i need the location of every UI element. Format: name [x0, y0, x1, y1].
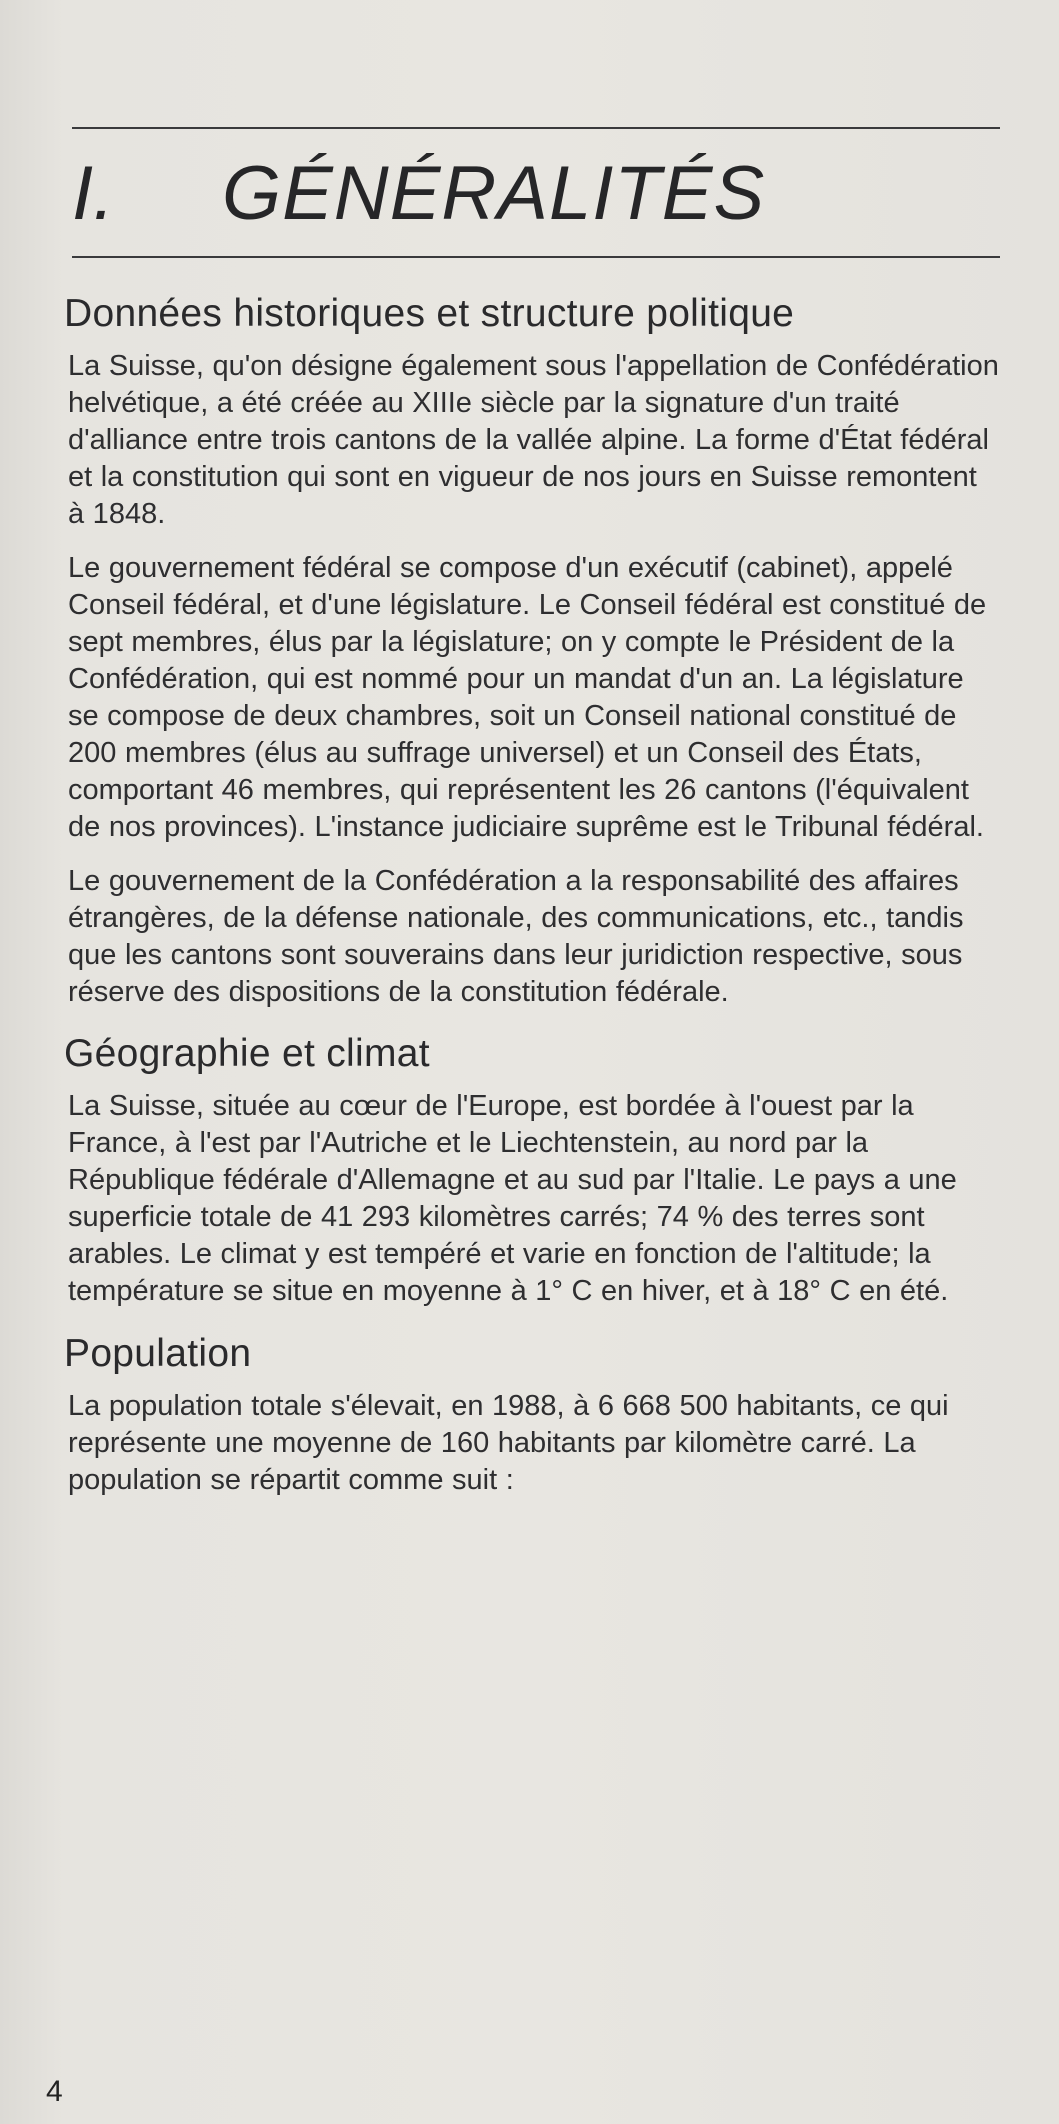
section-geography	[56, 1028, 1001, 1310]
page-number: 4	[46, 2075, 63, 2108]
top-rule	[72, 127, 1000, 129]
paragraph: La Suisse, située au cœur de l'Europe, est bordée à l'ouest par la France, à l'est par l'Autriche et le Liechtenstein, au nord par la République fédérale d'Allemagne et au sud par l'Italie. Le pays a une superficie totale de 41 293 kilomètres carrés; 74 % des terres sont arables. Le climat y est tempéré et varie en fonction de l'altitude; la température se situe en moyenne à 1° C en hiver, et à 18° C en été.	[68, 1090, 957, 1307]
paragraph: Le gouvernement fédéral se compose d'un exécutif (cabinet), appelé Conseil fédéral, et d'une législature. Le Conseil fédéral est constitué de sept membres, élus par la législature; on y compte le Président de la Confédération, qui est nommé pour un mandat d'un an. La législature se compose de deux chambres, soit un Conseil national constitué de 200 membres (élus au suffrage universel) et un Conseil des États, comportant 46 membres, qui représentent les 26 cantons (l'équivalent de nos provinces). L'instance judiciaire suprême est le Tribunal fédéral.	[68, 552, 987, 843]
section-heading: Population	[64, 1332, 252, 1375]
section-heading: Géographie et climat	[64, 1032, 430, 1075]
chapter-number: I.	[72, 151, 115, 236]
bottom-rule	[72, 256, 1000, 258]
paragraph: Le gouvernement de la Confédération a la responsabilité des affaires étrangères, de la défense nationale, des communications, etc., tandis que les cantons sont souverains dans leur juridiction respective, sous réserve des dispositions de la constitution fédérale.	[68, 865, 964, 1008]
chapter-name: GÉNÉRALITÉS	[222, 151, 766, 236]
paragraph: La Suisse, qu'on désigne également sous l'appellation de Confédération helvétique, a été créée au XIIIe siècle par la signature d'un traité d'alliance entre trois cantons de la vallée alpine. La forme d'État fédéral et la constitution qui sont en vigueur de nos jours en Suisse remontent à 1848.	[68, 350, 999, 530]
paragraph: La population totale s'élevait, en 1988, à 6 668 500 habitants, ce qui représente une moyenne de 160 habitants par kilomètre carré. La population se répartit comme suit :	[68, 1390, 949, 1496]
section-population	[56, 1328, 1001, 1499]
chapter-title	[72, 140, 1000, 248]
section-history	[56, 288, 1001, 1011]
section-heading: Données historiques et structure politique	[64, 292, 795, 335]
body-content	[56, 288, 1001, 1516]
